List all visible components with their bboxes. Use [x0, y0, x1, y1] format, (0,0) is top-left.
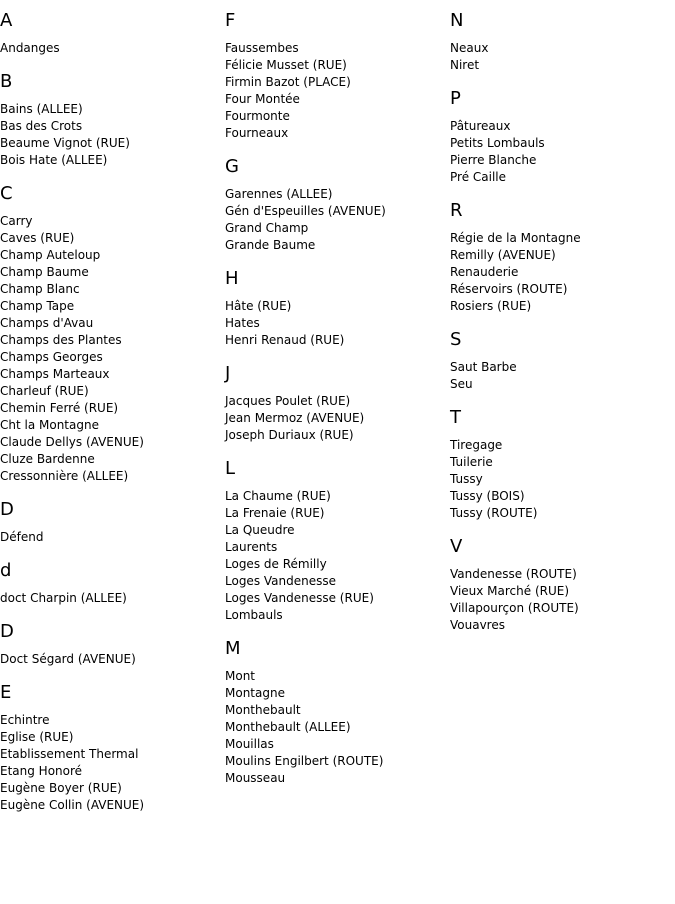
street-name: Champ Blanc [0, 282, 80, 296]
street-name: Doct Ségard (AVENUE) [0, 652, 136, 666]
street-name: Petits Lombauls [450, 136, 545, 150]
street-name: Jean Mermoz (AVENUE) [225, 411, 365, 425]
street-list [225, 488, 445, 624]
street-name: Eugène Collin (AVENUE) [0, 798, 145, 812]
street-name: Loges de Rémilly [225, 557, 327, 571]
street-index-column-2 [225, 10, 445, 801]
letter-group [225, 458, 445, 624]
street-name: Fourmonte [225, 109, 290, 123]
street-name: Garennes (ALLEE) [225, 187, 333, 201]
street-list [0, 101, 220, 169]
letter-group [450, 407, 670, 522]
street-name: Renauderie [450, 265, 519, 279]
street-name: Chemin Ferré (RUE) [0, 401, 119, 415]
street-name: Bois Hate (ALLEE) [0, 153, 108, 167]
letter-group [450, 10, 670, 74]
street-name: Régie de la Montagne [450, 231, 581, 245]
street-name: La Frenaie (RUE) [225, 506, 325, 520]
street-list [225, 40, 445, 142]
street-name: Charleuf (RUE) [0, 384, 89, 398]
street-name: Félicie Musset (RUE) [225, 58, 347, 72]
letter-heading: B [0, 71, 13, 92]
street-name: doct Charpin (ALLEE) [0, 591, 127, 605]
street-name: Vouavres [450, 618, 505, 632]
street-name: Cluze Bardenne [0, 452, 95, 466]
letter-heading: D [0, 499, 14, 520]
street-name: Echintre [0, 713, 50, 727]
letter-group [450, 329, 670, 393]
street-name: Henri Renaud (RUE) [225, 333, 345, 347]
street-name: Saut Barbe [450, 360, 517, 374]
street-name: Caves (RUE) [0, 231, 75, 245]
street-name: Vandenesse (ROUTE) [450, 567, 577, 581]
street-name: Monthebault (ALLEE) [225, 720, 351, 734]
street-name: Lombauls [225, 608, 283, 622]
letter-group [225, 363, 445, 444]
street-name: Pâtureaux [450, 119, 511, 133]
letter-heading: N [450, 10, 464, 31]
street-name: Seu [450, 377, 473, 391]
street-list [0, 529, 220, 546]
letter-heading: C [0, 183, 13, 204]
letter-group [0, 621, 220, 668]
street-name: Réservoirs (ROUTE) [450, 282, 568, 296]
letter-heading: V [450, 536, 463, 557]
street-name: Tussy [450, 472, 483, 486]
letter-group [450, 200, 670, 315]
letter-group [225, 268, 445, 349]
letter-heading: L [225, 458, 236, 479]
street-name: Champs d'Avau [0, 316, 94, 330]
letter-heading: J [225, 363, 231, 384]
street-list [0, 213, 220, 485]
street-list [450, 230, 670, 315]
street-name: Montagne [225, 686, 285, 700]
street-name: Tuilerie [450, 455, 493, 469]
street-name: Monthebault [225, 703, 301, 717]
street-name: Tussy (BOIS) [450, 489, 525, 503]
street-name: Champs des Plantes [0, 333, 122, 347]
street-name: Joseph Duriaux (RUE) [225, 428, 354, 442]
letter-group [0, 499, 220, 546]
street-name: Champ Baume [0, 265, 89, 279]
street-list [225, 393, 445, 444]
street-name: Villapourçon (ROUTE) [450, 601, 579, 615]
letter-group [450, 536, 670, 634]
street-name: Firmin Bazot (PLACE) [225, 75, 351, 89]
letter-heading: M [225, 638, 241, 659]
street-name: Champs Georges [0, 350, 103, 364]
street-name: Laurents [225, 540, 278, 554]
street-list [450, 118, 670, 186]
letter-heading: P [450, 88, 461, 109]
street-name: Cressonnière (ALLEE) [0, 469, 129, 483]
street-list [450, 566, 670, 634]
street-index-column-1 [0, 10, 220, 828]
street-list [450, 40, 670, 74]
street-name: Mouillas [225, 737, 274, 751]
street-list [450, 359, 670, 393]
street-name: Loges Vandenesse (RUE) [225, 591, 374, 605]
letter-group [0, 71, 220, 169]
street-list [225, 186, 445, 254]
street-name: Champs Marteaux [0, 367, 110, 381]
street-name: Hates [225, 316, 260, 330]
letter-group [225, 10, 445, 142]
street-list [225, 668, 445, 787]
street-list [0, 651, 220, 668]
street-name: Mousseau [225, 771, 286, 785]
letter-heading: D [0, 621, 14, 642]
street-list [0, 40, 220, 57]
street-name: Pierre Blanche [450, 153, 537, 167]
street-name: Tussy (ROUTE) [450, 506, 538, 520]
street-name: Niret [450, 58, 480, 72]
street-name: Tiregage [450, 438, 503, 452]
letter-group [225, 638, 445, 787]
street-name: Andanges [0, 41, 60, 55]
street-name: Grande Baume [225, 238, 316, 252]
street-list [225, 298, 445, 349]
letter-group [0, 10, 220, 57]
street-list [0, 712, 220, 814]
street-name: Gén d'Espeuilles (AVENUE) [225, 204, 386, 218]
street-name: Champ Auteloup [0, 248, 101, 262]
street-name: Jacques Poulet (RUE) [225, 394, 351, 408]
street-name: Pré Caille [450, 170, 507, 184]
letter-heading: S [450, 329, 462, 350]
street-name: Moulins Engilbert (ROUTE) [225, 754, 384, 768]
letter-group [0, 183, 220, 485]
street-name: Cht la Montagne [0, 418, 99, 432]
street-name: Carry [0, 214, 33, 228]
street-name: Eugène Boyer (RUE) [0, 781, 122, 795]
letter-heading: H [225, 268, 239, 289]
street-name: Loges Vandenesse [225, 574, 336, 588]
letter-heading: d [0, 560, 12, 581]
street-name: Beaume Vignot (RUE) [0, 136, 130, 150]
street-name: Champ Tape [0, 299, 75, 313]
street-index-column-3 [450, 10, 670, 648]
letter-group [225, 156, 445, 254]
street-name: Eglise (RUE) [0, 730, 74, 744]
street-name: Bas des Crots [0, 119, 83, 133]
letter-heading: R [450, 200, 463, 221]
street-name: Etablissement Thermal [0, 747, 139, 761]
letter-group [0, 560, 220, 607]
street-name: Vieux Marché (RUE) [450, 584, 570, 598]
street-name: Four Montée [225, 92, 300, 106]
street-name: Hâte (RUE) [225, 299, 292, 313]
street-name: Mont [225, 669, 256, 683]
letter-heading: F [225, 10, 236, 31]
letter-group [0, 682, 220, 814]
street-name: Etang Honoré [0, 764, 83, 778]
street-name: La Queudre [225, 523, 295, 537]
street-name: Neaux [450, 41, 489, 55]
letter-heading: A [0, 10, 13, 31]
street-list [450, 437, 670, 522]
letter-heading: T [450, 407, 461, 428]
street-name: Fourneaux [225, 126, 289, 140]
street-list [0, 590, 220, 607]
street-name: Défend [0, 530, 44, 544]
letter-heading: G [225, 156, 239, 177]
street-name: Bains (ALLEE) [0, 102, 83, 116]
street-name: Faussembes [225, 41, 299, 55]
street-name: Rosiers (RUE) [450, 299, 532, 313]
street-name: Grand Champ [225, 221, 309, 235]
street-name: Claude Dellys (AVENUE) [0, 435, 144, 449]
letter-group [450, 88, 670, 186]
street-name: Remilly (AVENUE) [450, 248, 556, 262]
letter-heading: E [0, 682, 12, 703]
street-name: La Chaume (RUE) [225, 489, 331, 503]
